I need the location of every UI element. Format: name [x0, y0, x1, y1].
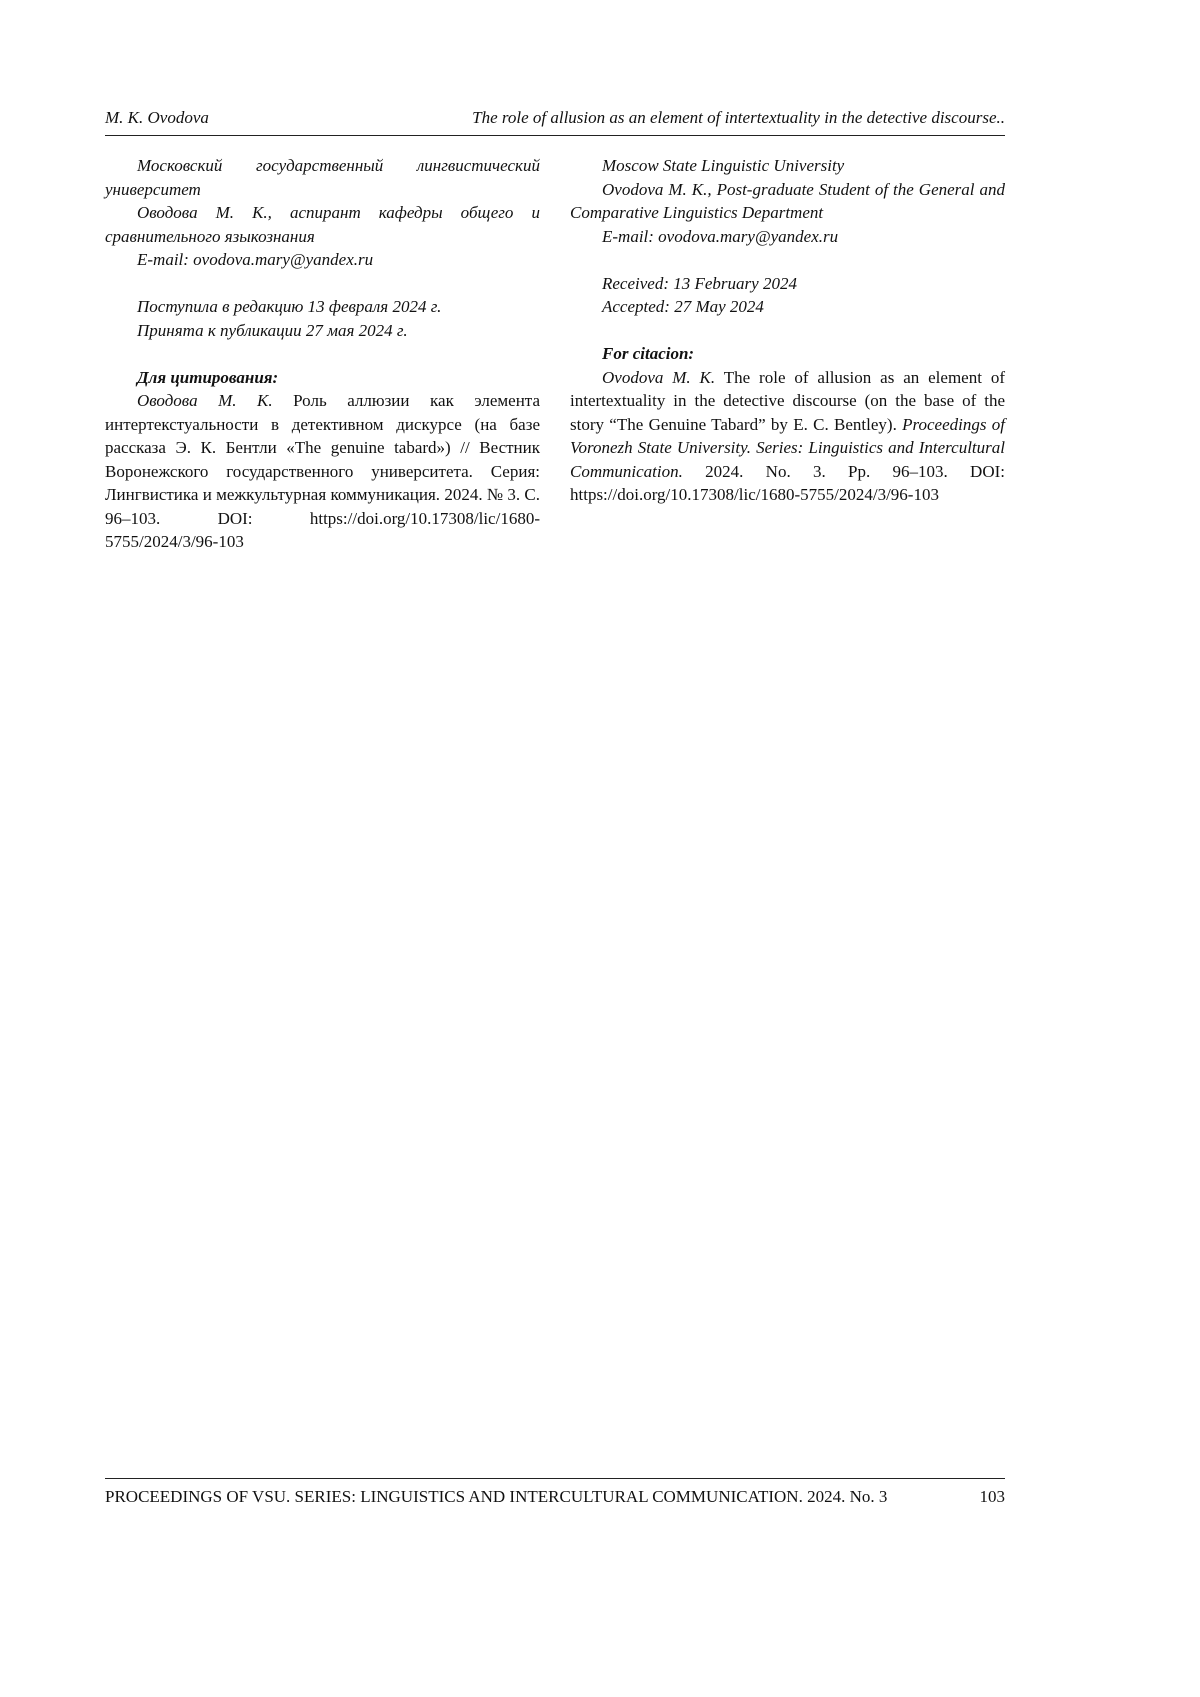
- citation-heading-ru: Для цитирования:: [137, 367, 279, 387]
- accepted-date-en: Accepted: 27 May 2024: [602, 297, 764, 316]
- affiliation-ru: Московский государственный лингвистический университет: [105, 156, 540, 199]
- two-column-layout: [105, 154, 1005, 554]
- citation-journal-en: Proceedings of Voronezh State University. Series: Linguistics and Intercultural Communication.: [570, 414, 1005, 481]
- right-column-english: [570, 154, 1005, 554]
- citation-text-ru: Роль аллюзии как элемента интертекстуальности в детективном дискурсе (на базе рассказа Э. К. Бентли «The genuine tabard») // Вестник Воронежского государственного университета. Серия: Лингвистика и межкультурная коммуникация. 2024. № 3. С. 96–103. DOI: https://doi.org/10.17308/lic/1680-5755/2024/3/96-103: [105, 391, 540, 551]
- footer-page-number: 103: [979, 1487, 1005, 1506]
- citation-author-ru: Оводова М. К.: [137, 391, 273, 410]
- affiliation-en: Moscow State Linguistic University: [602, 156, 845, 175]
- citation-paragraph-ru: [105, 389, 540, 554]
- received-date-en: Received: 13 February 2024: [602, 273, 797, 293]
- footer-journal-line: PROCEEDINGS OF VSU. SERIES: LINGUISTICS AND INTERCULTURAL COMMUNICATION. 2024. No. 3: [105, 1487, 888, 1506]
- running-head: [105, 108, 1005, 136]
- email-en: E-mail: ovodova.mary@yandex.ru: [602, 226, 839, 246]
- author-position-ru: Оводова М. К., аспирант кафедры общего и сравнительного языкознания: [105, 203, 540, 246]
- page-footer: [105, 1478, 1005, 1507]
- accepted-date-ru: Принята к публикации 27 мая 2024 г.: [137, 320, 408, 340]
- left-column-russian: [105, 154, 540, 554]
- running-head-author: M. K. Ovodova: [105, 108, 209, 127]
- citation-text-en-2: 2024. No. 3. Pp. 96–103. DOI: https://doi.org/10.17308/lic/1680-5755/2024/3/96-103: [570, 461, 1005, 504]
- page-content: [105, 108, 1005, 554]
- citation-author-en: Ovodova M. K.: [602, 367, 716, 387]
- email-ru: E-mail: ovodova.mary@yandex.ru: [137, 250, 374, 269]
- author-position-en: Ovodova M. K., Post-graduate Student of the General and Comparative Linguistics Department: [570, 179, 1005, 222]
- running-head-title: The role of allusion as an element of intertextuality in the detective discourse..: [472, 108, 1005, 127]
- citation-text-en-1: The role of allusion as an element of intertextuality in the detective discourse (on the base of the story “The Genuine Tabard” by E. C. Bentley).: [570, 367, 1005, 434]
- citation-heading-en: For citacion:: [602, 344, 695, 363]
- citation-paragraph-en: [570, 366, 1005, 507]
- received-date-ru: Поступила в редакцию 13 февраля 2024 г.: [137, 297, 442, 316]
